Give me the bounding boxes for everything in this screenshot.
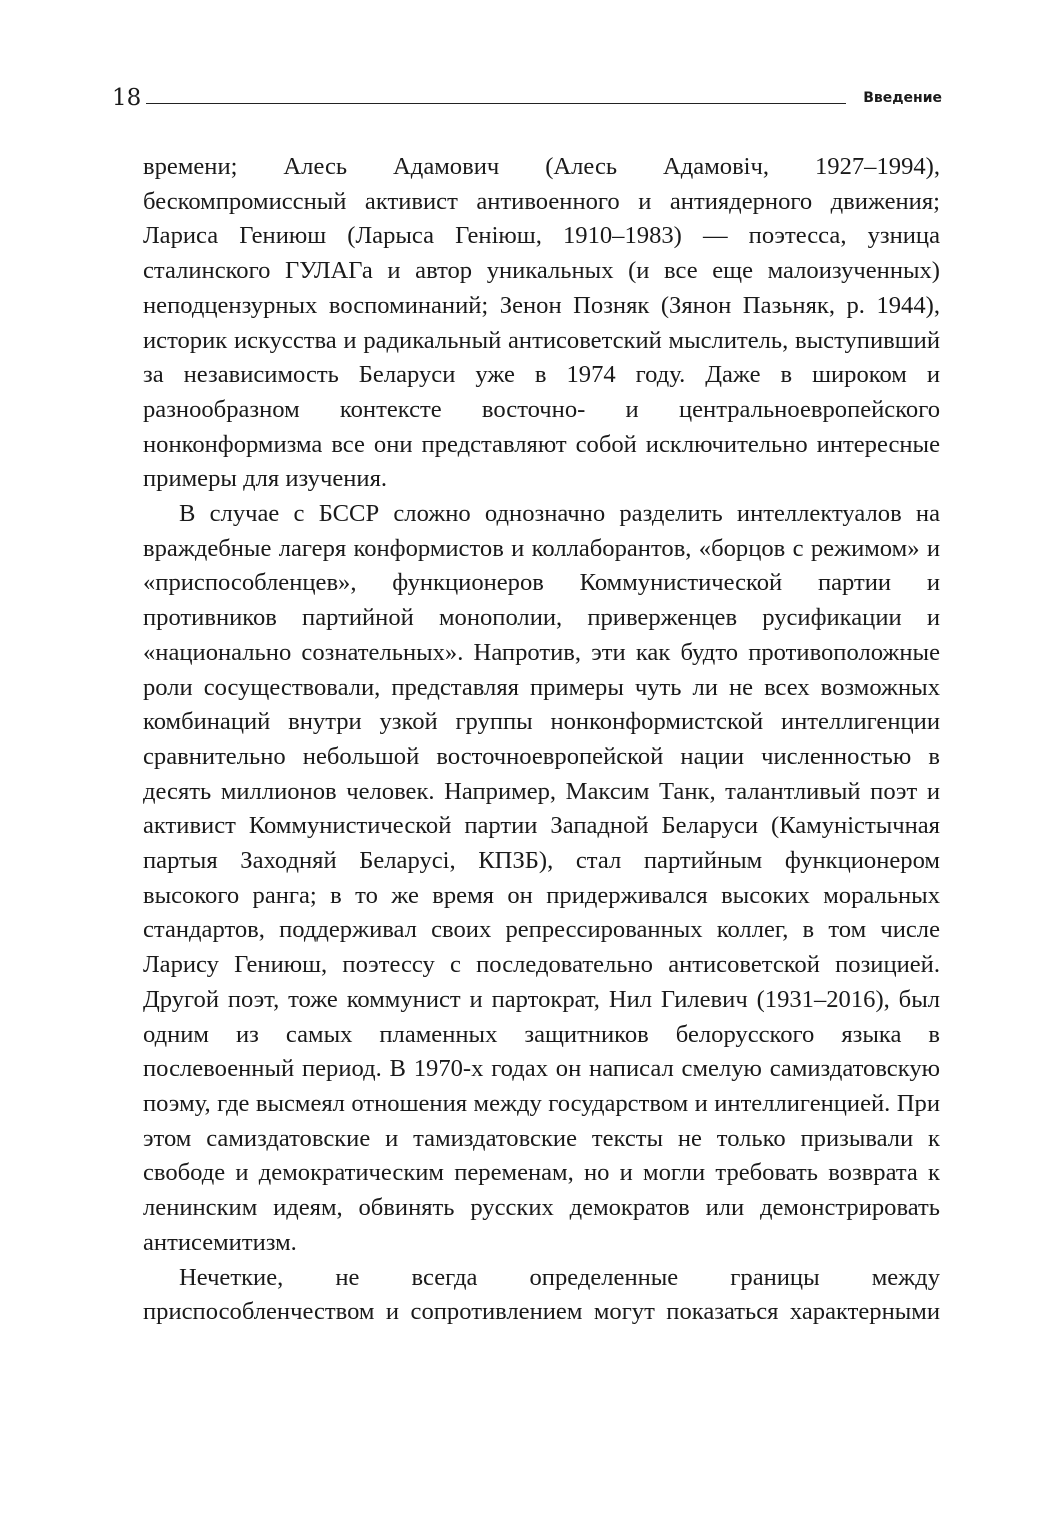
paragraph-bssr-intellectuals: В случае с БССР сложно однозначно разделить интеллектуалов на враждебные лагеря конформистов и коллаборантов, «борцов с режимом» и «приспособленцев», функционеров Коммунистической партии и противников партийной монополии, приверженцев русификации и «национально сознательных». Напротив, эти как будто противоположные роли сосуществовали, представляя примеры чуть ли не всех возможных комбинаций внутри узкой группы нонконформистской интеллигенции сравнительно небольшой восточноевропейской нации численностью в десять миллионов человек. Например, Максим Танк, талантливый поэт и активист Коммунистической партии Западной Беларуси (Камуністычная партыя Заходняй Беларусі, КПЗБ), стал партийным функционером высокого ранга; в то же время он придерживался высоких моральных стандартов, поддерживал своих репрессированных коллег, в том числе Ларису Гениюш, поэтессу с последовательно антисоветской позицией. Другой поэт, тоже коммунист и партократ, Нил Гилевич (1931–2016), был одним из самых пламенных защитников белорусского языка в послевоенный период. В 1970-х годах он написал смелую самиздатовскую поэму, где высмеял отношения между государством и интеллигенцией. При этом самиздатовские и тамиздатовские тексты не только призывали к свободе и демократическим переменам, но и могли требовать возврата к ленинским идеям, обвинять русских демократов или демонстрировать антисемитизм. [143,500,940,1256]
paragraph-continuation: времени; Алесь Адамович (Алесь Адамовіч, 1927–1994), бескомпромиссный активист антивоенного и антиядерного движения; Лариса Гениюш (Ларыса Геніюш, 1910–1983) — поэтесса, узница сталинского ГУЛАГа и автор уникальных (и все еще малоизученных) неподцензурных воспоминаний; Зенон Позняк (Зянон Пазьняк, р. 1944), историк искусства и радикальный антисоветский мыслитель, выступивший за независимость Беларуси уже в 1974 году. Даже в широком и разнообразном контексте восточно- и центральноевропейского нонконформизма все они представляют собой исключительно интересные примеры для изучения. [143,153,940,493]
header-rule [146,103,846,104]
running-header [112,82,942,114]
running-title: Введение [863,90,942,106]
page-number: 18 [112,85,142,111]
paragraph-blurred-boundaries: Нечеткие, не всегда определенные границы между приспособленчеством и сопротивлением могут показаться характерными [143,1263,940,1326]
body-text [143,150,940,1330]
